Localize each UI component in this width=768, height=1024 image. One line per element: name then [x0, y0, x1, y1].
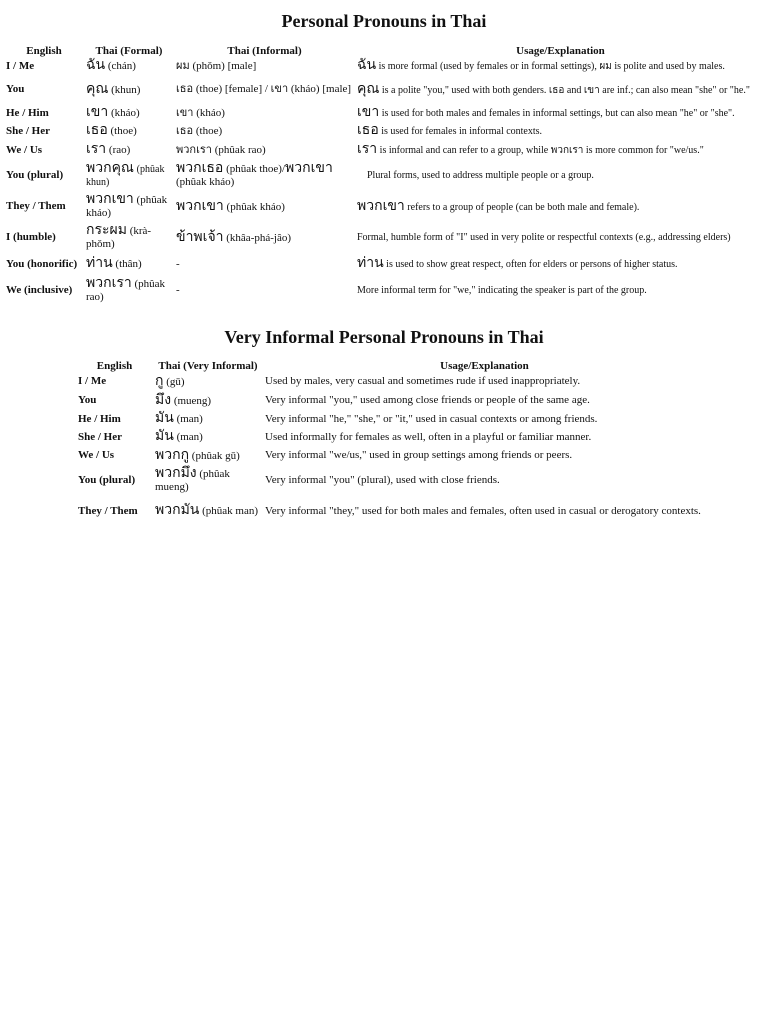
english-cell: You (plural) [6, 169, 64, 181]
formal-cell: พวกเรา (phûak rao) [86, 276, 166, 303]
informal-cell: เธอ (thoe) [female] / เขา (kháo) [male] [176, 83, 352, 95]
header-thai-informal: Thai (Informal) [227, 45, 302, 57]
usage-cell: พวกเขา refers to a group of people (can be both male and female). [357, 198, 640, 214]
header-usage: Usage/Explanation [516, 45, 605, 57]
usage-cell: เขา is used for both males and females in informal settings, but can also mean "he" or "she". [357, 105, 735, 120]
pronouns-table [4, 44, 766, 307]
header-thai-very-informal: Thai (Very Informal) [158, 360, 258, 372]
usage-cell: Very informal "you," used among close friends or people of the same age. [265, 394, 590, 406]
usage-cell: Very informal "you" (plural), used with close friends. [265, 474, 500, 486]
section2-title: Very Informal Personal Pronouns in Thai [224, 327, 544, 347]
thai-cell: พวกกู (phûak gū) [155, 447, 240, 463]
english-cell: You (plural) [78, 474, 136, 486]
english-cell: He / Him [78, 412, 121, 425]
english-cell: You [78, 394, 97, 406]
usage-cell: Used informally for females as well, often in a playful or familiar manner. [265, 430, 592, 443]
usage-cell: คุณ is a polite "you," used with both genders. เธอ and เขา are inf.; can also mean "she" or "he." [357, 81, 750, 97]
english-cell: I / Me [6, 59, 35, 72]
usage-cell: ท่าน is used to show great respect, often for elders or persons of higher status. [357, 256, 678, 271]
usage-cell: เธอ is used for females in informal contexts. [357, 123, 543, 138]
table-row [4, 223, 766, 254]
usage-cell: More informal term for "we," indicating the speaker is part of the group. [357, 285, 647, 296]
table-row [4, 58, 766, 76]
informal-cell: พวกเธอ (phûak thoe)/พวกเขา (phûak kháo) [176, 161, 333, 188]
informal-cell: ผม (phǒm) [male] [176, 59, 257, 72]
thai-cell: มัน (man) [155, 429, 203, 444]
formal-cell: พวกเขา (phûak kháo) [86, 192, 168, 219]
table-row [76, 392, 706, 411]
english-cell: You [6, 83, 25, 95]
informal-cell: เขา (kháo) [176, 106, 225, 119]
informal-cell: ข้าพเจ้า (khâa-phá-jâo) [176, 229, 292, 245]
formal-cell: เรา (rao) [86, 142, 131, 157]
table-header-row [4, 44, 766, 58]
table-row [4, 254, 766, 276]
thai-cell: พวกมัน (phûak man) [155, 503, 259, 518]
table-header-row [76, 359, 706, 373]
usage-cell: เรา is informal and can refer to a group, while พวกเรา is more common for "we/us." [357, 142, 704, 157]
thai-cell: มึง (mueng) [155, 392, 212, 408]
english-cell: I (humble) [6, 231, 56, 243]
english-cell: You (honorific) [6, 257, 78, 270]
english-cell: She / Her [78, 430, 122, 443]
english-cell: They / Them [78, 504, 138, 517]
table-row [4, 76, 766, 105]
formal-cell: ท่าน (thân) [86, 256, 142, 271]
english-cell: He / Him [6, 106, 49, 119]
table-row [76, 411, 706, 429]
usage-cell: Plural forms, used to address multiple people or a group. [367, 170, 594, 181]
table-row [4, 105, 766, 123]
thai-cell: มัน (man) [155, 411, 203, 426]
english-cell: They / Them [6, 200, 66, 212]
table-row [4, 161, 766, 192]
thai-cell: กู (gū) [155, 373, 185, 389]
table-row [76, 447, 706, 466]
very-informal-pronouns-table [76, 359, 706, 527]
informal-cell: พวกเขา (phûak kháo) [176, 198, 285, 214]
table-row [4, 192, 766, 223]
usage-cell: ฉัน is more formal (used by females or in formal settings), ผม is polite and used by males. [357, 58, 725, 73]
english-cell: She / Her [6, 124, 50, 137]
informal-cell: พวกเรา (phûak rao) [176, 143, 266, 156]
header-english: English [26, 45, 62, 57]
header-thai-formal: Thai (Formal) [95, 45, 163, 57]
table-row [76, 466, 706, 497]
english-cell: We / Us [6, 143, 43, 156]
thai-cell: พวกมึง (phûak mueng) [155, 466, 230, 493]
formal-cell: เธอ (thoe) [86, 123, 137, 138]
table-row [4, 276, 766, 307]
english-cell: I / Me [78, 375, 107, 387]
usage-cell: Very informal "they," used for both males and females, often used in casual or derogatory contexts. [265, 504, 701, 517]
english-cell: We (inclusive) [6, 284, 73, 296]
informal-cell: - [176, 257, 180, 270]
usage-cell: Used by males, very casual and sometimes rude if used inappropriately. [265, 375, 581, 387]
table-row [4, 123, 766, 141]
usage-cell: Very informal "he," "she," or "it," used in casual contexts or among friends. [265, 412, 598, 425]
formal-cell: พวกคุณ (phûak khun) [86, 161, 165, 188]
table-row [76, 373, 706, 392]
usage-cell: Formal, humble form of "I" used in very polite or respectful contexts (e.g., addressing elders) [357, 232, 731, 243]
informal-cell: เธอ (thoe) [176, 124, 223, 137]
table-row [4, 141, 766, 161]
informal-cell: - [176, 284, 180, 296]
header-usage: Usage/Explanation [440, 360, 529, 372]
section1-title: Personal Pronouns in Thai [281, 11, 487, 31]
header-english: English [96, 360, 133, 372]
formal-cell: คุณ (khun) [86, 81, 141, 97]
formal-cell: เขา (kháo) [86, 105, 140, 120]
table-row [76, 497, 706, 527]
formal-cell: ฉัน (chán) [86, 58, 136, 73]
english-cell: We / Us [78, 449, 115, 461]
table-row [76, 429, 706, 447]
usage-cell: Very informal "we/us," used in group settings among friends or peers. [265, 449, 573, 461]
formal-cell: กระผม (krà-phǒm) [86, 223, 152, 250]
